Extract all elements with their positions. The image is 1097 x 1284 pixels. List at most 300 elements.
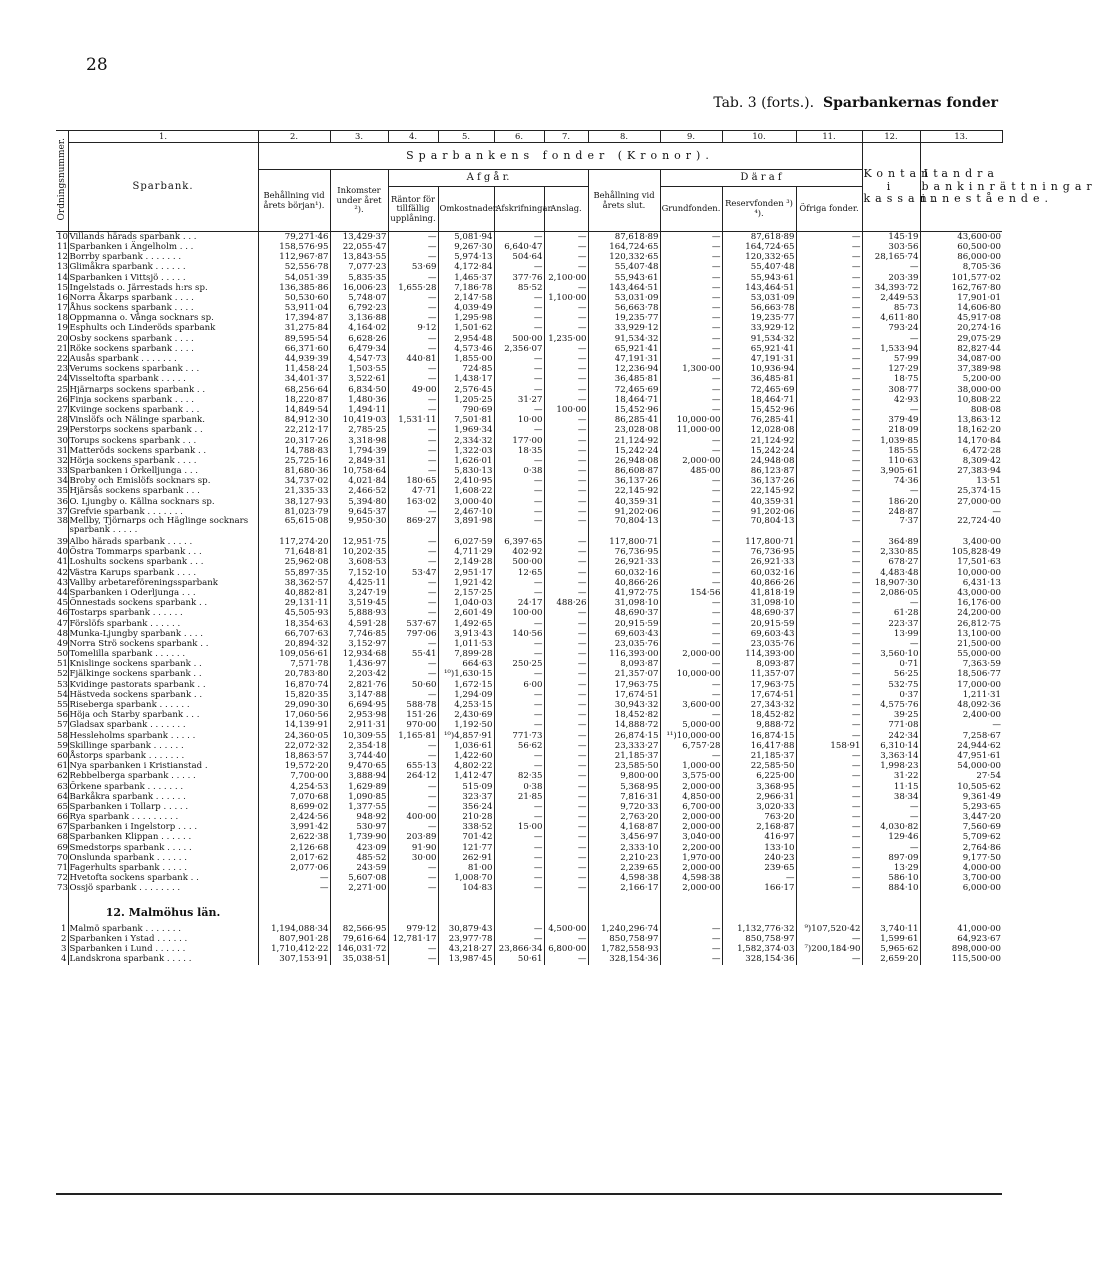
- row-number: 70: [57, 852, 68, 863]
- value-cell: 763·20: [722, 812, 796, 822]
- value-cell: —: [796, 364, 862, 374]
- value-cell: 87,618·89: [722, 232, 796, 243]
- value-cell: —: [388, 314, 438, 324]
- value-cell: 7,560·69: [962, 822, 1001, 833]
- value-cell: 166·17: [722, 884, 796, 894]
- value-cell: 1,533·94: [862, 344, 920, 354]
- value-cell: —: [796, 232, 862, 243]
- row-number: 33: [57, 466, 68, 477]
- value-cell: —: [796, 446, 862, 456]
- value-cell: 17,963·75: [722, 680, 796, 690]
- value-cell: 2,400·00: [962, 710, 1001, 721]
- value-cell: 36,485·81: [722, 375, 796, 385]
- bank-name: Matteröds sockens sparbank . .: [68, 446, 258, 456]
- value-cell: 49·00: [388, 385, 438, 395]
- value-cell: 2,449·53: [862, 293, 920, 303]
- bank-name: Sparbanken i Tollarp . . . . .: [68, 802, 258, 812]
- value-cell: 22,724·40: [957, 516, 1001, 527]
- table-row: [56, 497, 1002, 507]
- value-cell: —: [494, 812, 544, 822]
- value-cell: —: [544, 873, 588, 883]
- anslag-header: Anslag.: [544, 187, 588, 232]
- value-cell: 48,690·37: [722, 609, 796, 619]
- value-cell: 86,285·41: [588, 415, 660, 425]
- table-row: [56, 649, 1002, 659]
- value-cell: 6,472·28: [962, 445, 1001, 456]
- value-cell: 2,000·00: [660, 649, 722, 659]
- value-cell: —: [544, 710, 588, 720]
- value-cell: —: [660, 517, 722, 537]
- value-cell: —: [796, 568, 862, 578]
- bank-name: Landskrona sparbank . . . . .: [68, 954, 258, 964]
- bank-name: Sparbanken i Ystad . . . . . .: [68, 934, 258, 944]
- value-cell: 86,608·87: [588, 466, 660, 476]
- value-cell: —: [660, 944, 722, 954]
- value-cell: 4,850·00: [660, 792, 722, 802]
- value-cell: —: [494, 873, 544, 883]
- value-cell: 4,425·11: [330, 578, 388, 588]
- value-cell: 163·02: [388, 497, 438, 507]
- value-cell: 55,943·61: [588, 273, 660, 283]
- row-number: 19: [57, 323, 68, 334]
- value-cell: 3,447·20: [962, 812, 1001, 823]
- value-cell: —: [544, 578, 588, 588]
- table-body-part2: [56, 894, 1002, 965]
- value-cell: —: [494, 303, 544, 313]
- value-cell: —: [388, 670, 438, 680]
- value-cell: —: [796, 497, 862, 507]
- value-cell: —: [660, 385, 722, 395]
- value-cell: 17,060·56: [258, 710, 330, 720]
- value-cell: 18,907·30: [862, 578, 920, 588]
- value-cell: 16,006·23: [330, 283, 388, 293]
- value-cell: 9,361·49: [962, 791, 1001, 802]
- value-cell: 2,166·17: [588, 884, 660, 894]
- bank-name: Förslöfs sparbank . . . . . .: [68, 619, 258, 629]
- value-cell: —: [494, 426, 544, 436]
- row-number: 38: [56, 517, 68, 537]
- value-cell: 112,967·87: [258, 252, 330, 262]
- value-cell: 1,100·00: [544, 293, 588, 303]
- value-cell: 117,800·71: [588, 537, 660, 547]
- value-cell: 4,575·76: [862, 700, 920, 710]
- row-number: 64: [57, 791, 68, 802]
- value-cell: —: [660, 344, 722, 354]
- row-number: 57: [57, 720, 68, 731]
- value-cell: —: [544, 954, 588, 964]
- value-cell: 264·12: [388, 772, 438, 782]
- value-cell: —: [494, 263, 544, 273]
- value-cell: 3,888·94: [330, 772, 388, 782]
- value-cell: 43,600·00: [957, 231, 1001, 242]
- value-cell: 7,571·78: [258, 660, 330, 670]
- value-cell: 38·34: [862, 792, 920, 802]
- sparbank-fonder-table: [56, 130, 1097, 965]
- value-cell: 72,465·69: [722, 385, 796, 395]
- value-cell: 101,577·02: [951, 272, 1001, 283]
- table-row: [56, 263, 1002, 273]
- value-cell: —: [494, 670, 544, 680]
- table-row: [56, 700, 1002, 710]
- row-number: 22: [57, 354, 68, 365]
- value-cell: 1,921·42: [438, 578, 494, 588]
- value-cell: 0·38: [494, 782, 544, 792]
- value-cell: 1,480·36: [330, 395, 388, 405]
- value-cell: 9·12: [388, 324, 438, 334]
- value-cell: 15,242·24: [588, 446, 660, 456]
- value-cell: 36,137·26: [722, 477, 796, 487]
- value-cell: 2,147·58: [438, 293, 494, 303]
- value-cell: —: [796, 436, 862, 446]
- table-row: [56, 558, 1002, 568]
- value-cell: —: [796, 466, 862, 476]
- value-cell: 177·00: [494, 436, 544, 446]
- bank-name: Sparbanken i Ängelholm . . .: [68, 242, 258, 252]
- value-cell: —: [660, 273, 722, 283]
- value-cell: 4,253·15: [438, 700, 494, 710]
- value-cell: 7,363·59: [962, 659, 1001, 670]
- table-row: [56, 252, 1002, 262]
- value-cell: —: [796, 252, 862, 262]
- value-cell: 2,000·00: [660, 863, 722, 873]
- value-cell: —: [494, 649, 544, 659]
- value-cell: —: [388, 436, 438, 446]
- bank-name: Östra Tommarps sparbank . . .: [68, 547, 258, 557]
- value-cell: 2,100·00: [544, 273, 588, 283]
- value-cell: 808·08: [970, 404, 1001, 415]
- value-cell: 7,746·85: [330, 629, 388, 639]
- value-cell: 31,275·84: [258, 324, 330, 334]
- table-row: [56, 334, 1002, 344]
- value-cell: 2,951·17: [438, 568, 494, 578]
- table-row: [56, 884, 1002, 894]
- value-cell: 2,966·31: [722, 792, 796, 802]
- value-cell: —: [660, 324, 722, 334]
- value-cell: 24,360·05: [258, 731, 330, 741]
- value-cell: 3,905·61: [862, 466, 920, 476]
- value-cell: 2,334·32: [438, 436, 494, 446]
- value-cell: 223·37: [862, 619, 920, 629]
- value-cell: 151·26: [388, 710, 438, 720]
- value-cell: 13,863·12: [957, 415, 1001, 426]
- value-cell: 323·37: [438, 792, 494, 802]
- value-cell: —: [388, 660, 438, 670]
- row-number: 21: [57, 343, 68, 354]
- behallning-end-header: Behållning vid årets slut.: [588, 170, 660, 232]
- value-cell: 41,818·19: [722, 588, 796, 598]
- sparbank-header: Sparbank.: [68, 143, 258, 232]
- value-cell: 66,371·60: [258, 344, 330, 354]
- row-number: 34: [57, 476, 68, 487]
- bank-name: Hjärnarps sockens sparbank . .: [68, 385, 258, 395]
- value-cell: —: [388, 537, 438, 547]
- bank-name: Oppmanna o. Vånga socknars sp.: [68, 314, 258, 324]
- bank-name: Örkene sparbank . . . . . . .: [68, 782, 258, 792]
- value-cell: —: [796, 772, 862, 782]
- value-cell: 30·00: [388, 853, 438, 863]
- value-cell: 664·63: [438, 660, 494, 670]
- value-cell: 47,951·61: [957, 750, 1001, 761]
- value-cell: —: [544, 252, 588, 262]
- value-cell: —: [796, 354, 862, 364]
- value-cell: —: [992, 506, 1001, 517]
- value-cell: —: [796, 710, 862, 720]
- value-cell: —: [660, 609, 722, 619]
- value-cell: —: [660, 477, 722, 487]
- bank-name: Röke sockens sparbank . . . .: [68, 344, 258, 354]
- value-cell: 210·28: [438, 812, 494, 822]
- row-number: 35: [57, 486, 68, 497]
- value-cell: 1,629·89: [330, 782, 388, 792]
- value-cell: 1,739·90: [330, 833, 388, 843]
- value-cell: 9,470·65: [330, 761, 388, 771]
- value-cell: —: [796, 507, 862, 517]
- value-cell: —: [494, 833, 544, 843]
- table-row: [56, 547, 1002, 557]
- value-cell: 13·29: [862, 863, 920, 873]
- value-cell: 2,849·31: [330, 456, 388, 466]
- table-title-prefix: Tab. 3 (forts.).: [713, 95, 815, 111]
- bank-name: Fagerhults sparbank . . . . .: [68, 863, 258, 873]
- value-cell: 18·75: [862, 375, 920, 385]
- value-cell: —: [544, 385, 588, 395]
- value-cell: 21,124·92: [588, 436, 660, 446]
- row-number: 45: [57, 598, 68, 609]
- value-cell: 7,258·67: [962, 730, 1001, 741]
- value-cell: —: [796, 792, 862, 802]
- bank-name: Hästveda sockens sparbank . .: [68, 690, 258, 700]
- value-cell: —: [544, 303, 588, 313]
- value-cell: —: [796, 303, 862, 313]
- value-cell: 218·09: [862, 426, 920, 436]
- value-cell: 3,400·00: [962, 537, 1001, 548]
- bank-name: Villands härads sparbank . . .: [68, 232, 258, 243]
- value-cell: —: [796, 639, 862, 649]
- value-cell: 1,782,558·93: [588, 944, 660, 954]
- value-cell: 15,820·35: [258, 690, 330, 700]
- value-cell: 53,911·04: [258, 303, 330, 313]
- table-row: [56, 833, 1002, 843]
- value-cell: 328,154·36: [722, 954, 796, 964]
- value-cell: 416·97: [722, 833, 796, 843]
- value-cell: 4,039·49: [438, 303, 494, 313]
- value-cell: —: [796, 242, 862, 252]
- value-cell: —: [660, 639, 722, 649]
- table-row: [56, 924, 1002, 934]
- value-cell: 33,929·12: [722, 324, 796, 334]
- value-cell: 15·00: [494, 823, 544, 833]
- value-cell: 105,828·49: [951, 547, 1001, 558]
- value-cell: 1,000·00: [660, 761, 722, 771]
- value-cell: —: [544, 568, 588, 578]
- value-cell: 9,645·37: [330, 507, 388, 517]
- value-cell: 43,218·27: [438, 944, 494, 954]
- value-cell: —: [494, 364, 544, 374]
- value-cell: 79,616·64: [330, 934, 388, 944]
- value-cell: —: [494, 710, 544, 720]
- bank-name: Nya sparbanken i Kristianstad .: [68, 761, 258, 771]
- row-number: 63: [57, 781, 68, 792]
- value-cell: 55,943·61: [722, 273, 796, 283]
- table-row: [56, 426, 1002, 436]
- row-number: 15: [57, 282, 68, 293]
- value-cell: 0·37: [862, 690, 920, 700]
- value-cell: —: [494, 761, 544, 771]
- value-cell: 1,132,776·32: [722, 924, 796, 934]
- value-cell: 655·13: [388, 761, 438, 771]
- value-cell: 2,466·52: [330, 487, 388, 497]
- value-cell: 790·69: [438, 405, 494, 415]
- value-cell: —: [796, 283, 862, 293]
- value-cell: 4,483·48: [862, 568, 920, 578]
- row-number: 17: [57, 303, 68, 314]
- value-cell: 54,000·00: [957, 761, 1001, 772]
- value-cell: 262·91: [438, 853, 494, 863]
- value-cell: —: [796, 843, 862, 853]
- value-cell: —: [494, 578, 544, 588]
- value-cell: 18,220·87: [258, 395, 330, 405]
- value-cell: 6,694·95: [330, 700, 388, 710]
- value-cell: 40,866·26: [722, 578, 796, 588]
- row-number: 2: [56, 934, 68, 944]
- value-cell: 64,923·67: [957, 933, 1001, 944]
- value-cell: 400·00: [388, 812, 438, 822]
- col-num-8: 8.: [588, 131, 660, 143]
- value-cell: 56,663·78: [722, 303, 796, 313]
- value-cell: 1,970·00: [660, 853, 722, 863]
- value-cell: 27,000·00: [957, 496, 1001, 507]
- table-row: [56, 232, 1002, 243]
- value-cell: —: [544, 477, 588, 487]
- value-cell: 40,359·31: [588, 497, 660, 507]
- table-row: [56, 395, 1002, 405]
- value-cell: —: [494, 853, 544, 863]
- value-cell: 364·89: [862, 537, 920, 547]
- value-cell: 20,274·16: [957, 323, 1001, 334]
- value-cell: 12,781·17: [388, 934, 438, 944]
- row-number: 40: [57, 547, 68, 558]
- value-cell: 31,098·10: [588, 598, 660, 608]
- value-cell: —: [494, 385, 544, 395]
- value-cell: 3,519·45: [330, 598, 388, 608]
- row-number: 28: [57, 415, 68, 426]
- value-cell: 1,582,374·03: [722, 944, 796, 954]
- value-cell: —: [544, 415, 588, 425]
- value-cell: 2,271·00: [330, 884, 388, 894]
- value-cell: —: [544, 721, 588, 731]
- value-cell: 485·52: [330, 853, 388, 863]
- value-cell: 21,335·33: [258, 487, 330, 497]
- value-cell: 248·87: [862, 507, 920, 517]
- value-cell: 6,800·00: [544, 944, 588, 954]
- spacer-row: [56, 894, 1002, 902]
- value-cell: —: [544, 934, 588, 944]
- value-cell: —: [660, 690, 722, 700]
- value-cell: 12,028·08: [722, 426, 796, 436]
- bank-name: Knislinge sockens sparbank . .: [68, 660, 258, 670]
- value-cell: 33,929·12: [588, 324, 660, 334]
- value-cell: —: [544, 619, 588, 629]
- value-cell: 3,522·61: [330, 375, 388, 385]
- value-cell: 3,147·88: [330, 690, 388, 700]
- bank-name: Munka-Ljungby sparbank . . . .: [68, 629, 258, 639]
- value-cell: 2,330·85: [862, 547, 920, 557]
- value-cell: 6,834·50: [330, 385, 388, 395]
- value-cell: 3,318·98: [330, 436, 388, 446]
- value-cell: —: [388, 426, 438, 436]
- value-cell: 53,031·09: [722, 293, 796, 303]
- value-cell: —: [796, 415, 862, 425]
- value-cell: 6·00: [494, 680, 544, 690]
- value-cell: —: [388, 598, 438, 608]
- row-number: 12: [57, 252, 68, 263]
- value-cell: 1,040·03: [438, 598, 494, 608]
- value-cell: 2,157·25: [438, 588, 494, 598]
- value-cell: —: [388, 364, 438, 374]
- kontant-header: Kontant i kassan.: [862, 143, 920, 232]
- value-cell: —: [388, 944, 438, 954]
- value-cell: 10,000·00: [660, 670, 722, 680]
- value-cell: —: [660, 405, 722, 415]
- row-number: 72: [57, 873, 68, 884]
- value-cell: 203·39: [862, 273, 920, 283]
- value-cell: 91·90: [388, 843, 438, 853]
- table-row: [56, 487, 1002, 497]
- bank-name: Broby och Emislöfs socknars sp.: [68, 477, 258, 487]
- value-cell: —: [796, 324, 862, 334]
- value-cell: 85·52: [494, 283, 544, 293]
- value-cell: —: [544, 802, 588, 812]
- value-cell: 3,991·42: [258, 823, 330, 833]
- value-cell: —: [796, 761, 862, 771]
- table-row: [56, 843, 1002, 853]
- value-cell: —: [796, 812, 862, 822]
- value-cell: —: [544, 792, 588, 802]
- value-cell: 12,934·68: [330, 649, 388, 659]
- row-number: 20: [57, 333, 68, 344]
- bank-name: Hjärsås sockens sparbank . . .: [68, 487, 258, 497]
- row-number: 68: [57, 832, 68, 843]
- value-cell: —: [388, 273, 438, 283]
- value-cell: —: [796, 588, 862, 598]
- value-cell: 66,707·63: [258, 629, 330, 639]
- value-cell: 12,951·75: [330, 537, 388, 547]
- bank-name: Ossjö sparbank . . . . . . . .: [68, 884, 258, 894]
- bank-name: Västra Karups sparbank . . . .: [68, 568, 258, 578]
- value-cell: 116,393·00: [588, 649, 660, 659]
- value-cell: 243·59: [330, 863, 388, 873]
- column-number-row: [56, 131, 1002, 143]
- table-row: [56, 293, 1002, 303]
- value-cell: —: [796, 395, 862, 405]
- value-cell: 793·24: [862, 324, 920, 334]
- value-cell: 19,235·77: [588, 314, 660, 324]
- value-cell: —: [544, 741, 588, 751]
- value-cell: —: [796, 273, 862, 283]
- table-row: [56, 436, 1002, 446]
- value-cell: 7,501·81: [438, 415, 494, 425]
- value-cell: 3,363·14: [862, 751, 920, 761]
- table-row: [56, 660, 1002, 670]
- value-cell: —: [796, 405, 862, 415]
- value-cell: —: [494, 690, 544, 700]
- bank-name: Kvidinge pastorats sparbank . .: [68, 680, 258, 690]
- value-cell: 6,628·26: [330, 334, 388, 344]
- bank-name: Ausås sparbank . . . . . . .: [68, 354, 258, 364]
- value-cell: 69,603·43: [588, 629, 660, 639]
- value-cell: 1,599·61: [862, 934, 920, 944]
- value-cell: 440·81: [388, 354, 438, 364]
